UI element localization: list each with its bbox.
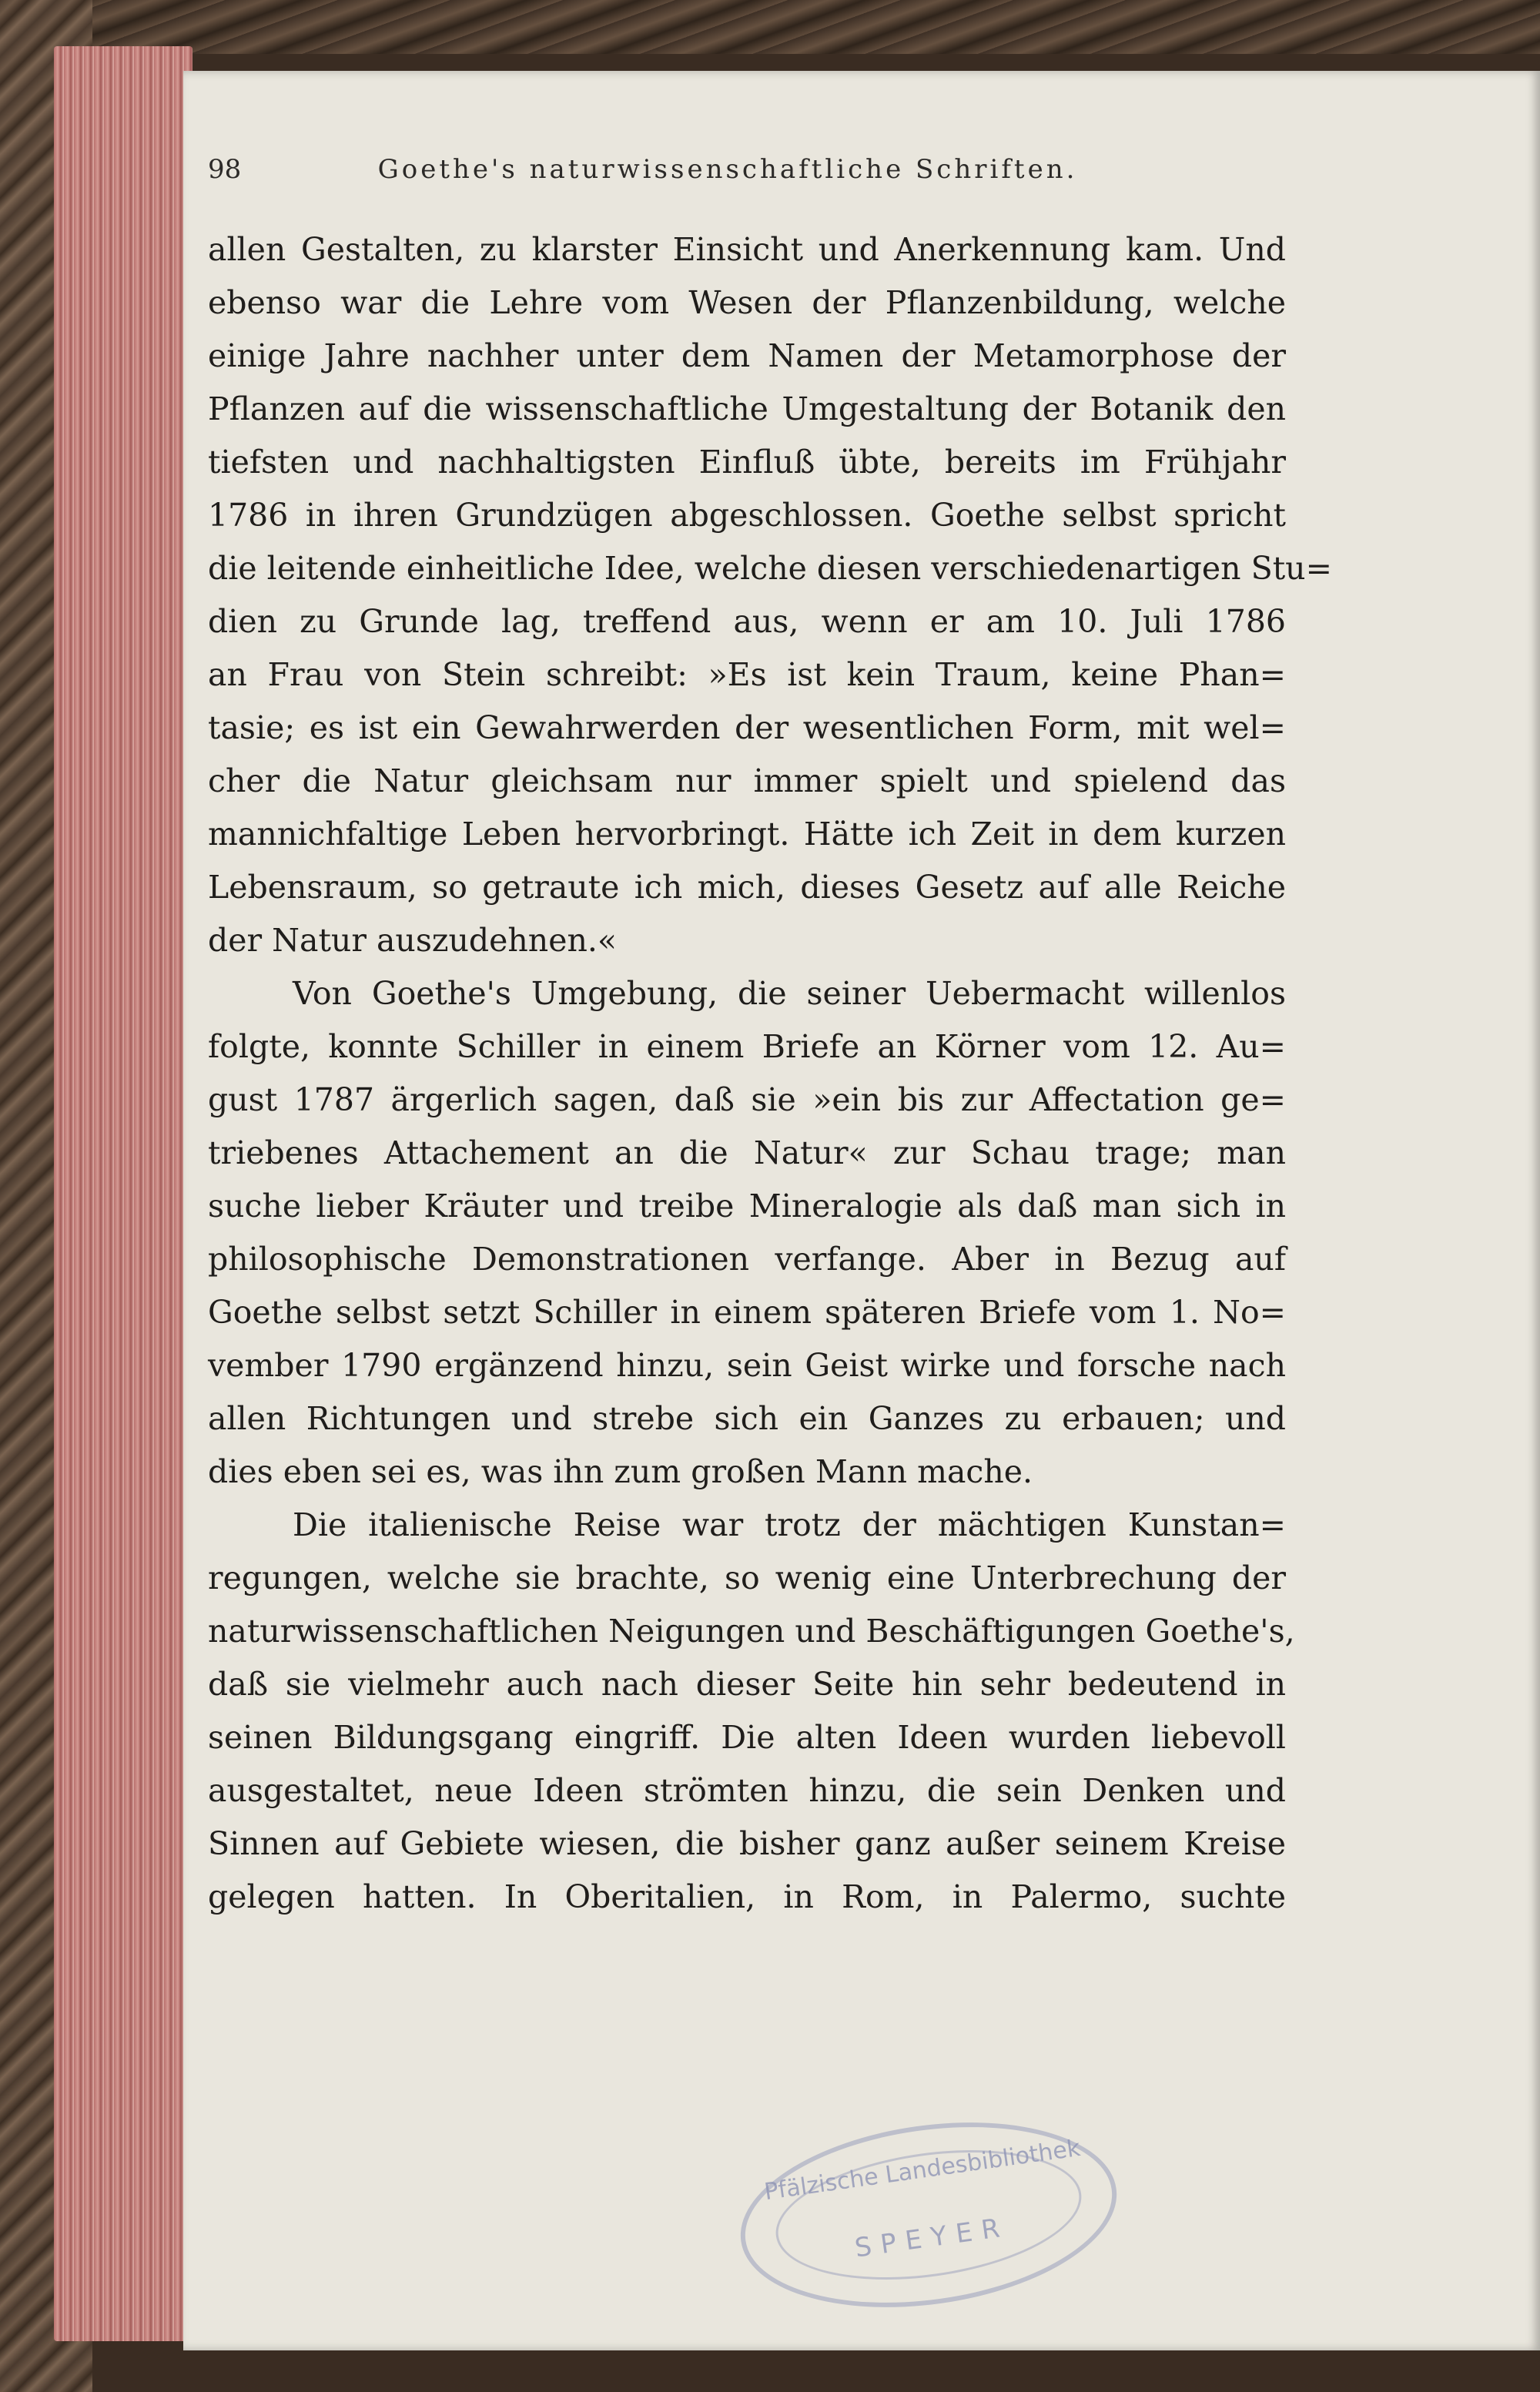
text-line: Sinnen auf Gebiete wiesen, die bisher ganz außer seinem Kreise bbox=[208, 1825, 1286, 1862]
page-edges bbox=[54, 46, 192, 2341]
text-line: suche lieber Kräuter und treibe Mineralogie als daß man sich in bbox=[208, 1188, 1286, 1224]
running-title: Goethe's naturwissenschaftliche Schriften. bbox=[377, 154, 1078, 185]
text-line: Die italienische Reise war trotz der mächtigen Kunstan= bbox=[293, 1506, 1286, 1543]
text-line: tasie; es ist ein Gewahrwerden der wesentlichen Form, mit wel= bbox=[208, 709, 1286, 746]
text-line: philosophische Demonstrationen verfange. Aber in Bezug auf bbox=[208, 1241, 1286, 1278]
text-line: seinen Bildungsgang eingriff. Die alten Ideen wurden liebevoll bbox=[208, 1719, 1286, 1756]
text-line: mannichfaltige Leben hervorbringt. Hätte ich Zeit in dem kurzen bbox=[208, 816, 1286, 853]
text-line: naturwissenschaftlichen Neigungen und Beschäftigungen Goethe's, bbox=[208, 1613, 1295, 1650]
text-line: tiefsten und nachhaltigsten Einfluß übte, bereits im Frühjahr bbox=[208, 444, 1286, 481]
text-line: dies eben sei es, was ihn zum großen Mann mache. bbox=[208, 1453, 1033, 1490]
text-line: der Natur auszudehnen.« bbox=[208, 922, 617, 959]
text-line: gelegen hatten. In Oberitalien, in Rom, in Palermo, suchte bbox=[208, 1878, 1286, 1915]
text-line: allen Richtungen und strebe sich ein Ganzes zu erbauen; und bbox=[208, 1400, 1286, 1437]
text-line: folgte, konnte Schiller in einem Briefe an Körner vom 12. Au= bbox=[208, 1028, 1286, 1065]
page-number: 98 bbox=[208, 154, 242, 185]
text-line: gust 1787 ärgerlich sagen, daß sie »ein bis zur Affectation ge= bbox=[208, 1081, 1286, 1118]
text-line: ebenso war die Lehre vom Wesen der Pflanzenbildung, welche bbox=[208, 284, 1286, 321]
text-line: regungen, welche sie brachte, so wenig eine Unterbrechung der bbox=[208, 1559, 1286, 1596]
marbled-cover-top bbox=[0, 0, 1540, 54]
text-line: Von Goethe's Umgebung, die seiner Uebermacht willenlos bbox=[293, 975, 1286, 1012]
text-line: Lebensraum, so getraute ich mich, dieses Gesetz auf alle Reiche bbox=[208, 869, 1286, 906]
text-line: vember 1790 ergänzend hinzu, sein Geist wirke und forsche nach bbox=[208, 1347, 1286, 1384]
library-stamp-name: Pfälzische Landesbibliothek bbox=[762, 2134, 1083, 2206]
text-line: allen Gestalten, zu klarster Einsicht und Anerkennung kam. Und bbox=[208, 231, 1286, 268]
text-line: Pflanzen auf die wissenschaftliche Umgestaltung der Botanik den bbox=[208, 390, 1286, 427]
text-line: ausgestaltet, neue Ideen strömten hinzu, die sein Denken und bbox=[208, 1772, 1286, 1809]
text-line: einige Jahre nachher unter dem Namen der Metamorphose der bbox=[208, 337, 1286, 374]
text-line: an Frau von Stein schreibt: »Es ist kein Traum, keine Phan= bbox=[208, 656, 1286, 693]
page-header bbox=[208, 154, 1247, 200]
text-line: Goethe selbst setzt Schiller in einem späteren Briefe vom 1. No= bbox=[208, 1294, 1286, 1331]
text-line: dien zu Grunde lag, treffend aus, wenn er am 10. Juli 1786 bbox=[208, 603, 1286, 640]
text-line: triebenes Attachement an die Natur« zur Schau trage; man bbox=[208, 1134, 1286, 1171]
text-line: cher die Natur gleichsam nur immer spielt und spielend das bbox=[208, 762, 1286, 799]
body-text bbox=[208, 223, 1332, 1924]
text-line: die leitende einheitliche Idee, welche diesen verschiedenartigen Stu= bbox=[208, 550, 1332, 587]
library-stamp-city: SPEYER bbox=[852, 2211, 1011, 2264]
text-line: daß sie vielmehr auch nach dieser Seite hin sehr bedeutend in bbox=[208, 1666, 1286, 1703]
text-line: 1786 in ihren Grundzügen abgeschlossen. Goethe selbst spricht bbox=[208, 497, 1286, 534]
